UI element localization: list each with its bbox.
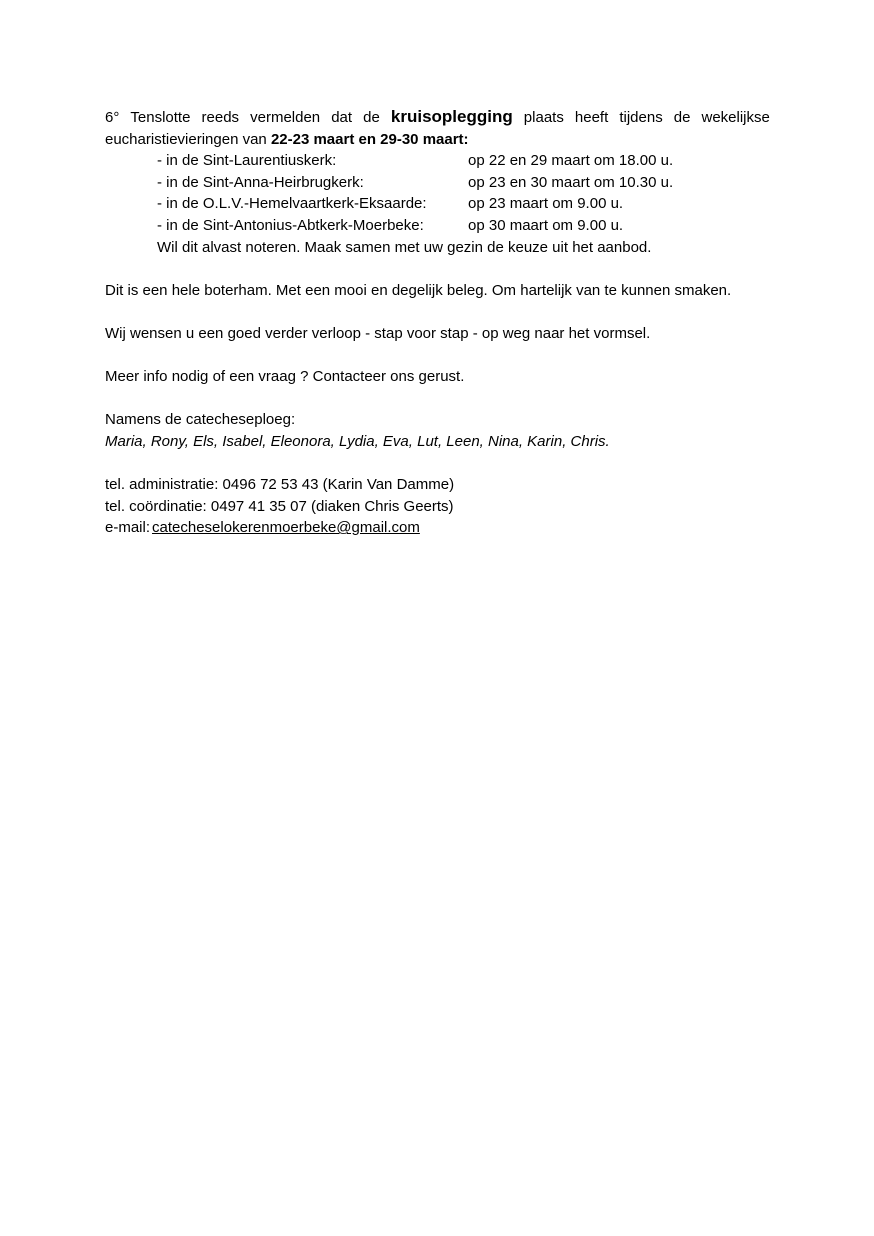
spacer — [105, 453, 770, 475]
church-name: - in de Sint-Laurentiuskerk: — [157, 152, 337, 170]
schedule-row — [105, 215, 770, 237]
intro-word: 6° — [105, 109, 120, 126]
contact-admin: tel. administratie: 0496 72 53 43 (Karin Van Damme) — [105, 476, 455, 494]
church-name: - in de Sint-Anna-Heirbrugkerk: — [157, 173, 364, 191]
spacer — [105, 345, 770, 367]
paragraph: Wij wensen u een goed verder verloop - stap voor stap - op weg naar het vormsel. — [105, 324, 651, 342]
church-name: - in de Sint-Antonius-Abtkerk-Moerbeke: — [157, 216, 424, 234]
intro-word: wekelijkse — [701, 109, 770, 126]
spacer — [105, 301, 770, 323]
intro-word: heeft — [574, 109, 609, 126]
mass-time: op 23 en 30 maart om 10.30 u. — [468, 173, 674, 191]
email-label: e-mail: — [105, 519, 151, 537]
intro-word: reeds — [201, 109, 240, 126]
mass-time: op 22 en 29 maart om 18.00 u. — [468, 152, 674, 170]
intro-line-2-text: eucharistievieringen van — [105, 130, 271, 148]
intro-line-1 — [105, 106, 770, 129]
intro-word: de — [673, 109, 691, 126]
intro-word: plaats — [523, 109, 564, 126]
schedule-row — [105, 172, 770, 194]
intro-word: tijdens — [619, 109, 663, 126]
signature-names: Maria, Rony, Els, Isabel, Eleonora, Lydia, Eva, Lut, Leen, Nina, Karin, Chris. — [105, 432, 610, 450]
document-body — [105, 106, 770, 539]
signature-label: Namens de catecheseploeg: — [105, 411, 296, 429]
contact-coordination: tel. coördinatie: 0497 41 35 07 (diaken Chris Geerts) — [105, 497, 454, 515]
intro-word: dat — [331, 109, 353, 126]
contact-email-line — [105, 517, 770, 539]
schedule-row — [105, 150, 770, 172]
mass-time: op 23 maart om 9.00 u. — [468, 195, 624, 213]
spacer — [105, 258, 770, 280]
intro-word: vermelden — [250, 109, 321, 126]
intro-line-2 — [105, 129, 770, 151]
kruisoplegging-highlight: kruisoplegging — [390, 107, 513, 126]
schedule-note: Wil dit alvast noteren. Maak samen met uw gezin de keuze uit het aanbod. — [157, 238, 652, 256]
schedule-row — [105, 193, 770, 215]
email-link[interactable]: catecheselokerenmoerbeke@gmail.com — [152, 519, 420, 537]
intro-word: de — [363, 109, 380, 126]
paragraph: Dit is een hele boterham. Met een mooi en degelijk beleg. Om hartelijk van te kunnen smaken. — [105, 281, 732, 299]
paragraph: Meer info nodig of een vraag ? Contacteer ons gerust. — [105, 368, 465, 386]
date-range: 22-23 maart en 29-30 maart: — [270, 130, 469, 148]
church-name: - in de O.L.V.-Hemelvaartkerk-Eksaarde: — [157, 195, 427, 213]
mass-time: op 30 maart om 9.00 u. — [468, 216, 624, 234]
spacer — [105, 388, 770, 410]
intro-word: Tenslotte — [130, 109, 191, 126]
